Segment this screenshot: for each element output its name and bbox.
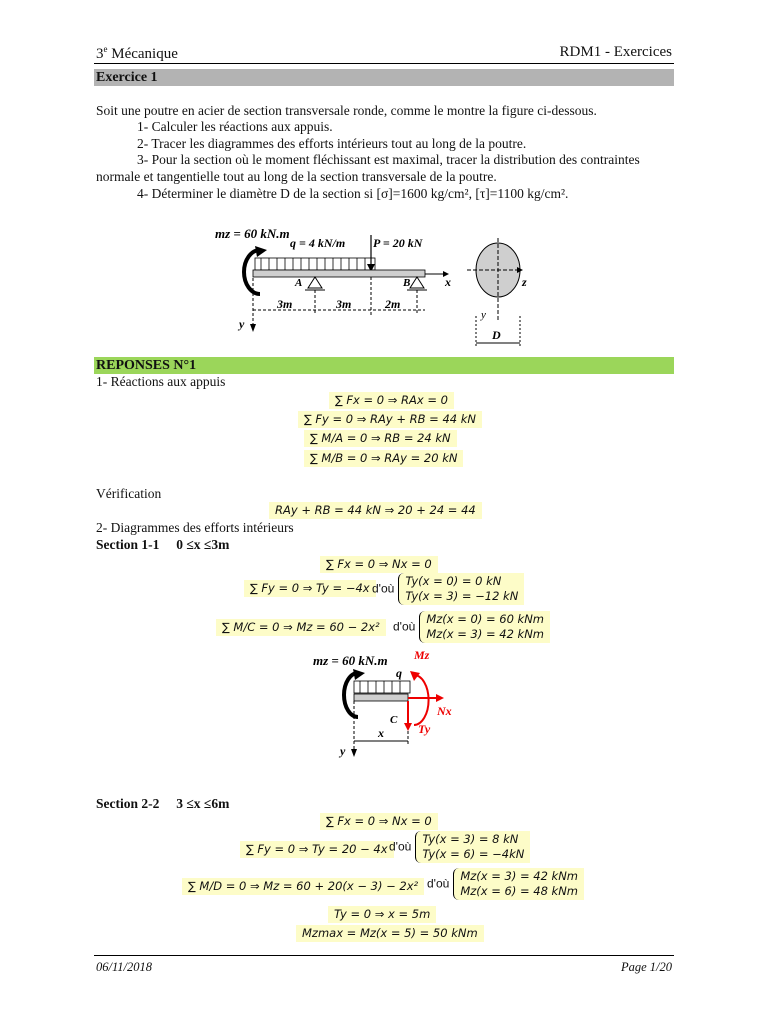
eq-mb: ∑ M/B = 0 ⇒ RAy = 20 kN: [304, 450, 463, 467]
section-figure: [310, 645, 470, 765]
beam: [253, 270, 425, 277]
answers-s2: 2- Diagrammes des efforts intérieurs: [96, 520, 294, 535]
header-rule: [94, 63, 674, 64]
svg-text:A: A: [295, 277, 303, 289]
eq-22-fy: ∑ Fy = 0 ⇒ Ty = 20 − 4x: [240, 841, 394, 858]
eq-11-mc: ∑ M/C = 0 ⇒ Mz = 60 − 2x²: [216, 619, 386, 636]
eq-11-fy-cases: d'où Ty(x = 0) = 0 kN Ty(x = 3) = −12 kN: [372, 573, 524, 605]
svg-text:Nx: Nx: [437, 704, 452, 718]
question-3a: 3- Pour la section où le moment fléchissant est maximal, tracer la distribution des contraintes: [137, 152, 640, 167]
svg-text:3m: 3m: [277, 297, 293, 311]
svg-text:mz = 60 kN.m: mz = 60 kN.m: [313, 653, 388, 668]
exercise-intro: Soit une poutre en acier de section transversale ronde, comme le montre la figure ci-dessous.: [96, 103, 597, 118]
question-2: 2- Tracer les diagrammes des efforts intérieurs tout au long de la poutre.: [137, 136, 527, 151]
eq-verification: RAy + RB = 44 kN ⇒ 20 + 24 = 44: [269, 502, 482, 519]
verification-label: Vérification: [96, 486, 162, 501]
eq-22-md-cases: d'où Mz(x = 3) = 42 kNm Mz(x = 6) = 48 kNm: [427, 868, 584, 900]
footer-date: 06/11/2018: [96, 960, 153, 974]
footer-page: Page 1/20: [620, 960, 672, 974]
svg-text:2m: 2m: [385, 297, 401, 311]
section-1-1-label: Section 1-1 0 ≤x ≤3m: [96, 537, 230, 552]
support-a: [308, 277, 322, 288]
fig1-q-label: q = 4 kN/m: [290, 236, 346, 250]
fig1-mz-label: mz = 60 kN.m: [215, 226, 290, 241]
fig1-p-label: P = 20 kN: [373, 236, 423, 250]
svg-text:y: y: [239, 317, 245, 331]
distributed-load-arrows: [261, 258, 365, 270]
answers-title: REPONSES N°1: [94, 357, 674, 374]
svg-text:C: C: [390, 714, 398, 726]
question-4: 4- Déterminer le diamètre D de la section si [σ]=1600 kg/cm², [τ]=1100 kg/cm².: [137, 186, 569, 201]
eq-22-fx: ∑ Fx = 0 ⇒ Nx = 0: [320, 813, 438, 830]
svg-text:3m: 3m: [336, 297, 352, 311]
svg-text:y: y: [340, 744, 346, 758]
svg-text:x: x: [378, 726, 384, 740]
beam-figure: [205, 220, 545, 350]
eq-22-ty-zero: Ty = 0 ⇒ x = 5m: [328, 906, 436, 923]
svg-text:q: q: [396, 666, 402, 680]
answers-s1: 1- Réactions aux appuis: [96, 374, 226, 389]
svg-text:x: x: [445, 275, 451, 289]
svg-text:B: B: [403, 277, 411, 289]
svg-text:Ty: Ty: [418, 722, 431, 736]
eq-11-fx: ∑ Fx = 0 ⇒ Nx = 0: [320, 556, 438, 573]
footer-rule: [94, 955, 674, 956]
eq-22-mzmax: Mzmax = Mz(x = 5) = 50 kNm: [296, 925, 484, 942]
eq-22-fy-cases: d'où Ty(x = 3) = 8 kN Ty(x = 6) = −4kN: [389, 831, 530, 863]
question-3b: normale et tangentielle tout au long de la section transversale de la poutre.: [96, 169, 497, 184]
svg-text:y: y: [481, 309, 486, 321]
support-b: [410, 277, 424, 288]
header-left: 3e Mécanique: [96, 44, 178, 62]
exercise-title: Exercice 1: [94, 69, 674, 86]
eq-fy: ∑ Fy = 0 ⇒ RAy + RB = 44 kN: [298, 411, 482, 428]
svg-text:z: z: [522, 275, 527, 289]
question-1: 1- Calculer les réactions aux appuis.: [137, 119, 333, 134]
eq-fx: ∑ Fx = 0 ⇒ RAx = 0: [329, 392, 454, 409]
header-right: RDM1 - Exercices: [559, 44, 672, 60]
eq-ma: ∑ M/A = 0 ⇒ RB = 24 kN: [304, 430, 457, 447]
section-2-2-label: Section 2-2 3 ≤x ≤6m: [96, 796, 230, 811]
eq-22-md: ∑ M/D = 0 ⇒ Mz = 60 + 20(x − 3) − 2x²: [182, 878, 424, 895]
svg-text:Mz: Mz: [414, 648, 430, 662]
svg-text:D: D: [492, 328, 501, 342]
eq-11-mc-cases: d'où Mz(x = 0) = 60 kNm Mz(x = 3) = 42 kNm: [393, 611, 550, 643]
eq-11-fy: ∑ Fy = 0 ⇒ Ty = −4x: [244, 580, 376, 597]
